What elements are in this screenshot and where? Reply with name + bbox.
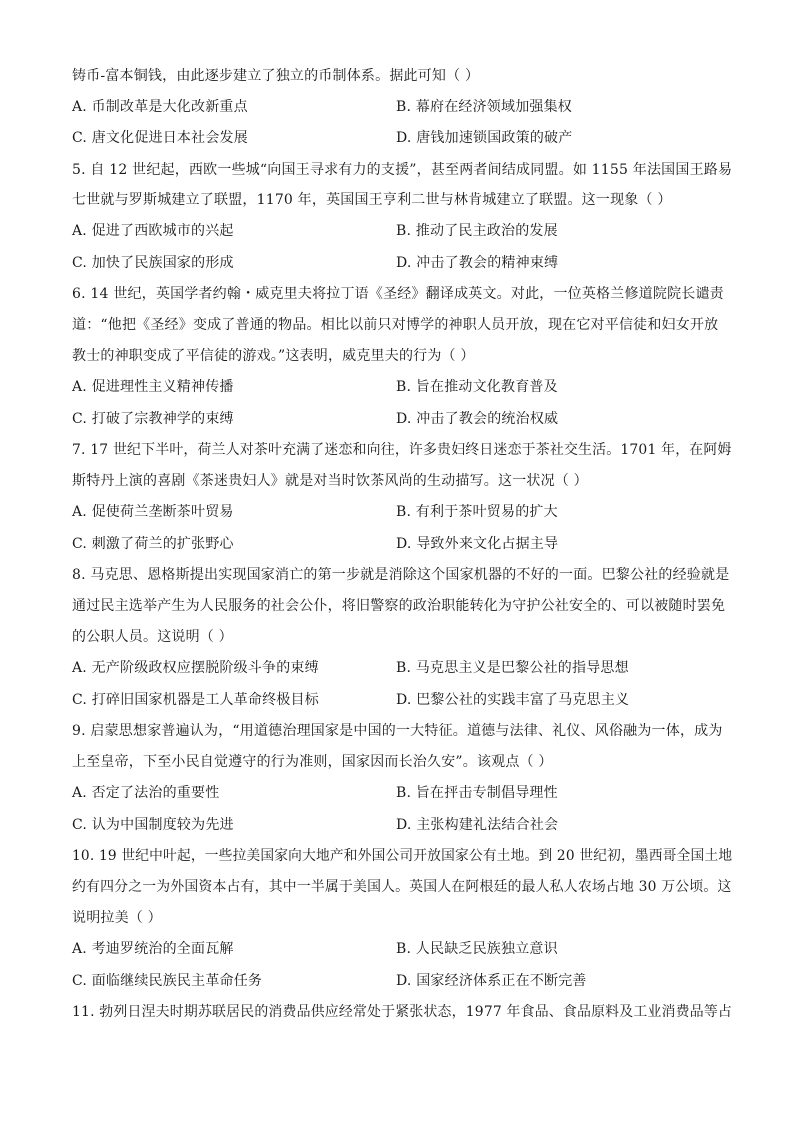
- q9-option-b: B. 旨在抨击专制倡导理性: [396, 785, 558, 801]
- question-10-stem-line-2: 约有四分之一为外国资本占有，其中一半属于美国人。英国人在阿根廷的最人私人农场占地 30 万公顷。这: [72, 879, 732, 895]
- q10-option-b: B. 人民缺乏民族独立意识: [396, 941, 558, 957]
- q6-option-b: B. 旨在推动文化教育普及: [396, 379, 558, 395]
- q8-option-c: C. 打碎旧国家机器是工人革命终极目标: [72, 692, 319, 708]
- question-5-stem-line-1: 5. 自 12 世纪起，西欧一些城“向国王寻求有力的支援”，甚至两者间结成同盟。如 1155 年法国国王路易: [72, 162, 733, 178]
- question-9-stem-line-1: 9. 启蒙思想家普遍认为，“用道德治理国家是中国的一大特征。道德与法律、礼仪、风俗融为一体，成为: [72, 723, 723, 739]
- q4-option-d: D. 唐钱加速锁国政策的破产: [396, 130, 573, 146]
- question-4-stem-tail: 铸币-富本铜钱，由此逐步建立了独立的币制体系。据此可知（ ）: [72, 68, 480, 84]
- question-10-stem-line-3: 说明拉美（ ）: [72, 910, 162, 926]
- q9-option-c: C. 认为中国制度较为先进: [72, 817, 234, 833]
- q5-option-d: D. 冲击了教会的精神束缚: [396, 255, 559, 271]
- question-6-stem-line-2: 道：“他把《圣经》变成了普通的物品。相比以前只对博学的神职人员开放，现在它对平信徒和妇女开放: [72, 317, 719, 333]
- q4-option-b: B. 幕府在经济领域加强集权: [396, 99, 572, 115]
- question-8-stem-line-2: 通过民主选举产生为人民服务的社会公仆，将旧警察的政治职能转化为守护公社安全的、可以被随时罢免: [72, 598, 726, 614]
- q8-option-b: B. 马克思主义是巴黎公社的指导思想: [396, 660, 629, 676]
- q4-option-a: A. 币制改革是大化改新重点: [72, 99, 248, 115]
- question-7-stem-line-2: 斯特丹上演的喜剧《茶迷贵妇人》就是对当时饮茶风尚的生动描写。这一状况（ ）: [72, 473, 588, 489]
- q6-option-a: A. 促进理性主义精神传播: [72, 379, 234, 395]
- q9-option-d: D. 主张构建礼法结合社会: [396, 817, 559, 833]
- question-8-stem-line-3: 的公职人员。这说明（ ）: [72, 629, 233, 645]
- question-6-stem-line-1: 6. 14 世纪，英国学者约翰・威克里夫将拉丁语《圣经》翻译成英文。对此，一位英格兰修道院院长谴责: [72, 286, 724, 302]
- question-6-stem-line-3: 教士的神职变成了平信徒的游戏。”这表明，威克里夫的行为（ ）: [72, 348, 475, 364]
- q7-option-a: A. 促使荷兰垄断茶叶贸易: [72, 504, 234, 520]
- question-7-stem-line-1: 7. 17 世纪下半叶，荷兰人对茶叶充满了迷恋和向往，许多贵妇终日迷恋于茶社交生活。1701 年，在阿姆: [72, 442, 732, 458]
- question-5-stem-line-2: 七世就与罗斯城建立了联盟，1170 年，英国国王亨利二世与林肯城建立了联盟。这一现象（ ）: [72, 192, 672, 208]
- q10-option-a: A. 考迪罗统治的全面瓦解: [72, 941, 234, 957]
- q6-option-c: C. 打破了宗教神学的束缚: [72, 411, 234, 427]
- q9-option-a: A. 否定了法治的重要性: [72, 785, 220, 801]
- q8-option-a: A. 无产阶级政权应摆脱阶级斗争的束缚: [72, 660, 319, 676]
- q6-option-d: D. 冲击了教会的统治权威: [396, 411, 559, 427]
- question-10-stem-line-1: 10. 19 世纪中叶起，一些拉美国家向大地产和外国公司开放国家公有土地。到 20 世纪初，墨西哥全国土地: [72, 848, 733, 864]
- q7-option-b: B. 有利于茶叶贸易的扩大: [396, 504, 558, 520]
- q4-option-c: C. 唐文化促进日本社会发展: [72, 130, 248, 146]
- q5-option-b: B. 推动了民主政治的发展: [396, 223, 558, 239]
- q10-option-c: C. 面临继续民族民主革命任务: [72, 973, 263, 989]
- q8-option-d: D. 巴黎公社的实践丰富了马克思主义: [396, 692, 630, 708]
- q5-option-a: A. 促进了西欧城市的兴起: [72, 223, 234, 239]
- question-9-stem-line-2: 上至皇帝，下至小民自觉遵守的行为准则，国家因而长治久安”。该观点（ ）: [72, 754, 553, 770]
- question-8-stem-line-1: 8. 马克思、恩格斯提出实现国家消亡的第一步就是消除这个国家机器的不好的一面。巴黎公社的经验就是: [72, 567, 730, 583]
- q5-option-c: C. 加快了民族国家的形成: [72, 255, 234, 271]
- q10-option-d: D. 国家经济体系正在不断完善: [396, 973, 587, 989]
- q7-option-c: C. 刺激了荷兰的扩张野心: [72, 536, 234, 552]
- question-11-stem-line-1: 11. 勃列日涅夫时期苏联居民的消费品供应经常处于紧张状态，1977 年食品、食品原料及工业消费品等占: [72, 1004, 733, 1020]
- q7-option-d: D. 导致外来文化占据主导: [396, 536, 559, 552]
